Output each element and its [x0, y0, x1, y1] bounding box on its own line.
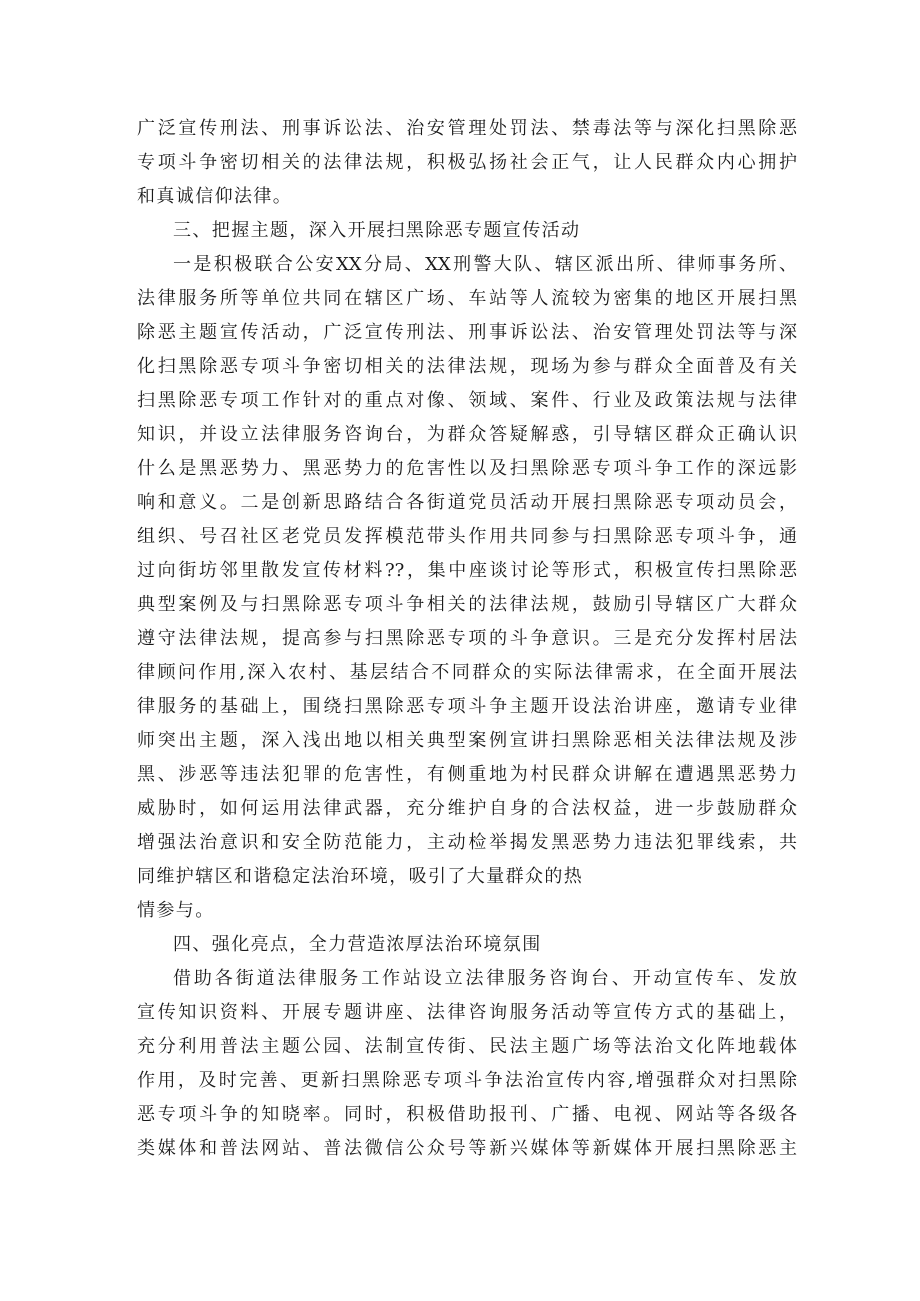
- text-line: 律顾问作用,深入农村、基层结合不同群众的实际法律需求，在全面开展法: [137, 662, 797, 683]
- text-line: 响和意义。二是创新思路结合各街道党员活动开展扫黑除恶专项动员会，: [137, 492, 797, 513]
- text-line: 知识，并设立法律服务咨询台，为群众答疑解惑，引导辖区群众正确认识: [137, 424, 797, 445]
- text-line: 广泛宣传刑法、刑事诉讼法、治安管理处罚法、禁毒法等与深化扫黑除恶: [137, 118, 797, 139]
- text-line: 典型案例及与扫黑除恶专项斗争相关的法律法规，鼓励引导辖区广大群众: [137, 594, 797, 615]
- text-line: 增强法治意识和安全防范能力，主动检举揭发黑恶势力违法犯罪线索，共: [137, 832, 797, 853]
- section-heading-4: 四、强化亮点，全力营造浓厚法治环境氛围: [173, 934, 542, 955]
- section-heading-3: 三、把握主题，深入开展扫黑除恶专题宣传活动: [173, 220, 581, 241]
- text-line: 作用，及时完善、更新扫黑除恶专项斗争法治宣传内容,增强群众对扫黑除: [137, 1070, 797, 1091]
- text-line: 过向街坊邻里散发宣传材料??，集中座谈讨论等形式，积极宣传扫黑除恶: [137, 560, 797, 581]
- text-line: 法律服务所等单位共同在辖区广场、车站等人流较为密集的地区开展扫黑: [137, 288, 797, 309]
- text-line: 恶专项斗争的知晓率。同时，积极借助报刊、广播、电视、网站等各级各: [137, 1104, 797, 1125]
- text-line: 类媒体和普法网站、普法微信公众号等新兴媒体等新媒体开展扫黑除恶主: [137, 1138, 797, 1159]
- text-line: 和真诚信仰法律。: [137, 186, 293, 207]
- text-line: 同维护辖区和谐稳定法治环境，吸引了大量群众的热: [137, 866, 584, 887]
- text-line: 威胁时，如何运用法律武器，充分维护自身的合法权益，进一步鼓励群众: [137, 798, 797, 819]
- text-line: 除恶主题宣传活动，广泛宣传刑法、刑事诉讼法、治安管理处罚法等与深: [137, 322, 797, 343]
- text-line: 什么是黑恶势力、黑恶势力的危害性以及扫黑除恶专项斗争工作的深远影: [137, 458, 797, 479]
- text-line: 扫黑除恶专项工作针对的重点对像、领域、案件、行业及政策法规与法律: [137, 390, 797, 411]
- text-line: 借助各街道法律服务工作站设立法律服务咨询台、开动宣传车、发放: [173, 968, 797, 989]
- text-line: 宣传知识资料、开展专题讲座、法律咨询服务活动等宣传方式的基础上，: [137, 1002, 797, 1023]
- text-line: 组织、号召社区老党员发挥模范带头作用共同参与扫黑除恶专项斗争，通: [137, 526, 797, 547]
- text-line: 情参与。: [137, 900, 215, 921]
- text-line: 师突出主题，深入浅出地以相关典型案例宣讲扫黑除恶相关法律法规及涉: [137, 730, 797, 751]
- text-line: 律服务的基础上，围绕扫黑除恶专项斗争主题开设法治讲座，邀请专业律: [137, 696, 797, 717]
- text-line: 黑、涉恶等违法犯罪的危害性，有侧重地为村民群众讲解在遭遇黑恶势力: [137, 764, 797, 785]
- text-line: 专项斗争密切相关的法律法规，积极弘扬社会正气，让人民群众内心拥护: [137, 152, 797, 173]
- document-body: [137, 112, 797, 1166]
- text-line: 一是积极联合公安XX分局、XX刑警大队、辖区派出所、律师事务所、: [173, 254, 797, 275]
- text-line: 充分利用普法主题公园、法制宣传街、民法主题广场等法治文化阵地载体: [137, 1036, 797, 1057]
- text-line: 遵守法律法规，提高参与扫黑除恶专项的斗争意识。三是充分发挥村居法: [137, 628, 797, 649]
- text-line: 化扫黑除恶专项斗争密切相关的法律法规，现场为参与群众全面普及有关: [137, 356, 797, 377]
